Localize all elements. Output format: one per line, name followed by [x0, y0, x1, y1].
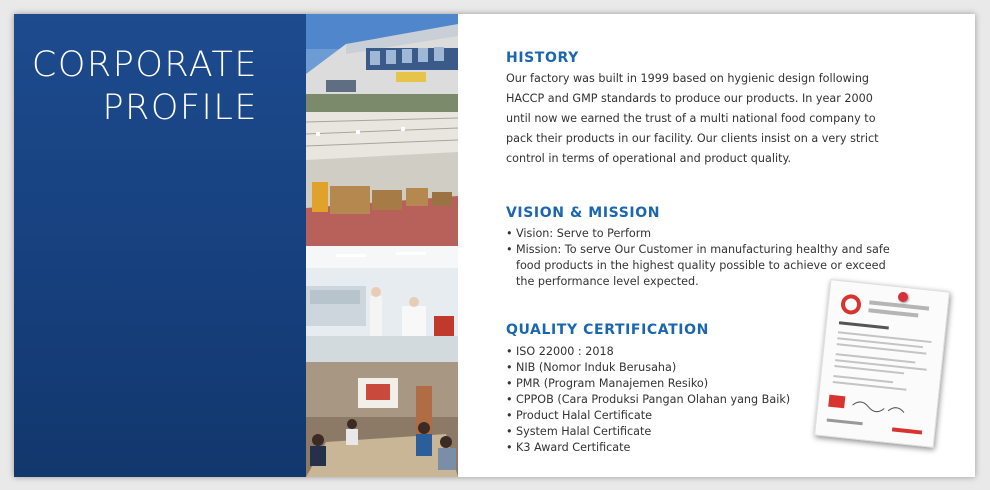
cert-item: • System Halal Certificate: [506, 424, 806, 440]
meeting-room-photo: [306, 362, 458, 477]
history-line: control in terms of operational and product quality.: [506, 152, 792, 165]
title-panel: [14, 14, 306, 477]
certificate-image: [814, 279, 950, 448]
history-line: pack their products in our facility. Our clients insist on a very strict: [506, 132, 879, 145]
cert-item: • K3 Award Certificate: [506, 440, 806, 456]
title-line-1: CORPORATE: [31, 45, 258, 85]
cert-item: • NIB (Nomor Induk Berusaha): [506, 360, 806, 376]
vision-item: • Vision: Serve to Perform: [506, 226, 898, 242]
photo-strip: [306, 14, 458, 477]
laboratory-photo: [306, 246, 458, 362]
history-line: Our factory was built in 1999 based on hygienic design following: [506, 72, 870, 85]
title-line-2: PROFILE: [102, 88, 258, 128]
cert-item: • Product Halal Certificate: [506, 408, 806, 424]
vision-heading: VISION & MISSION: [506, 205, 661, 221]
quality-heading: QUALITY CERTIFICATION: [506, 322, 709, 338]
page-title: [32, 44, 258, 130]
cert-item: • PMR (Program Manajemen Resiko): [506, 376, 806, 392]
cert-item: • ISO 22000 : 2018: [506, 344, 806, 360]
quality-list: [506, 344, 806, 456]
history-line: until now we earned the trust of a multi national food company to: [506, 112, 876, 125]
history-line: HACCP and GMP standards to produce our products. In year 2000: [506, 92, 873, 105]
mission-item: • Mission: To serve Our Customer in manufacturing healthy and safe food products in the highest quality possible to achieve or exceed the performance level expected.: [506, 242, 898, 290]
factory-exterior-photo: [306, 14, 458, 112]
warehouse-photo: [306, 112, 458, 246]
history-heading: HISTORY: [506, 50, 579, 66]
cert-item: • CPPOB (Cara Produksi Pangan Olahan yang Baik): [506, 392, 806, 408]
pin-icon: [898, 292, 908, 302]
history-paragraph: [506, 69, 896, 169]
